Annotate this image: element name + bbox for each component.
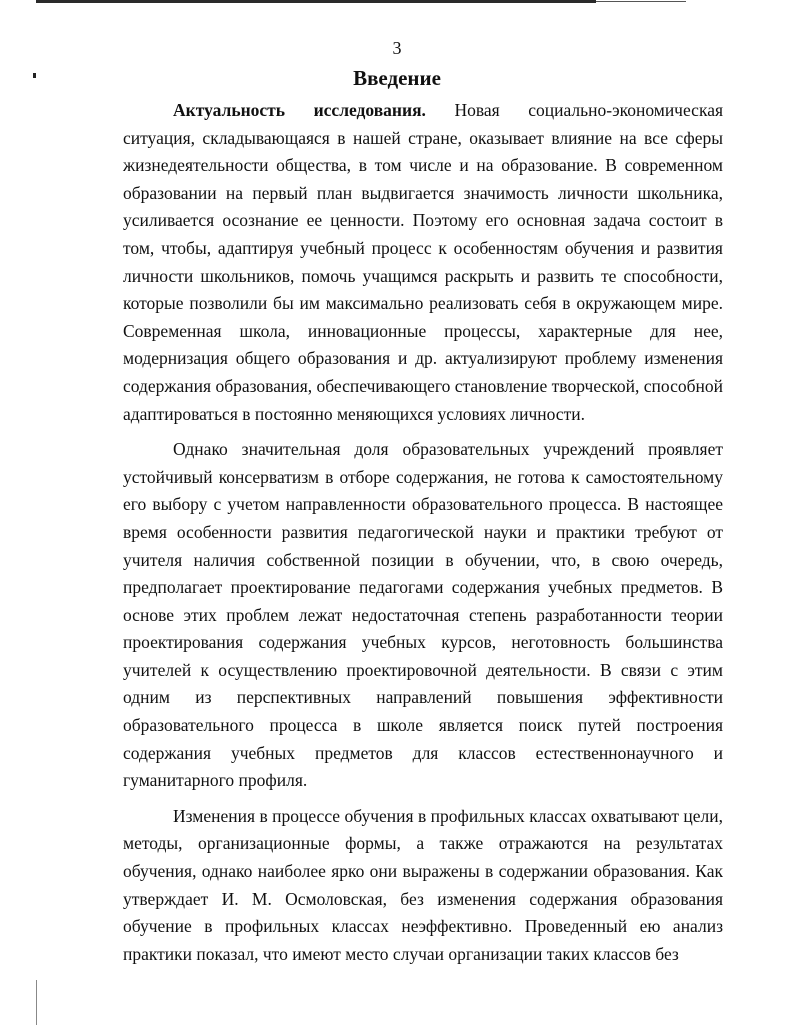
paragraph-relevance xyxy=(123,97,723,428)
scan-top-border-thin xyxy=(596,1,686,2)
paragraph-conservatism: Однако значительная доля образовательных учреждений проявляет устойчивый консерватизм в отборе содержания, не готова к самостоятельному его выбору с учетом направленности образовательного процесса. В настоящее время особенности развития педагогической науки и практики требуют от учителя наличия собственной позиции в обучении, что, в свою очередь, предполагает проектирование педагогами содержания учебных предметов. В основе этих проблем лежат недостаточная степень разработанности теории проектирования содержания учебных курсов, неготовность большинства учителей к осуществлению проектировочной деятельности. В связи с этим одним из перспективных направлений повышения эффективности образовательного процесса в школе является поиск путей построения содержания учебных предметов для классов естественнонаучного и гуманитарного профиля. xyxy=(123,439,723,791)
page-title: Введение xyxy=(353,66,441,90)
paragraph-text: Новая социально-экономическая ситуация, складывающаяся в нашей стране, оказывает влияние на все сферы жизнедеятельности общества, в том числе и на образование. В современном образовании на первый план выдвигается значимость личности школьника, усиливается осознание ее ценности. Поэтому его основная задача состоит в том, чтобы, адаптируя учебный процесс к особенностям обучения и развития личности школьников, помочь учащимся раскрыть и развить те способности, которые позволили бы им максимально реализовать себя в окружающем мире. Современная школа, инновационные процессы, характерные для нее, модернизация общего образования и др. актуализируют проблему изменения содержания образования, обеспечивающего становление творческой, способной адаптироваться в постоянно меняющихся условиях личности. xyxy=(123,100,724,424)
page-number: 3 xyxy=(392,38,402,58)
paragraph-profile-classes: Изменения в процессе обучения в профильных классах охватывают цели, методы, организационные формы, а также отражаются на результатах обучения, однако наиболее ярко они выражены в содержании образования. Как утверждает И. М. Осмоловская, без изменения содержания образования обучение в профильных классах неэффективно. Проведенный ею анализ практики показал, что имеют место случаи организации таких классов без xyxy=(123,805,723,964)
section-lead-heading: Актуальность исследования. xyxy=(173,100,426,120)
scan-left-edge xyxy=(36,980,37,1025)
document-body xyxy=(123,97,723,976)
scan-top-border xyxy=(36,0,596,3)
